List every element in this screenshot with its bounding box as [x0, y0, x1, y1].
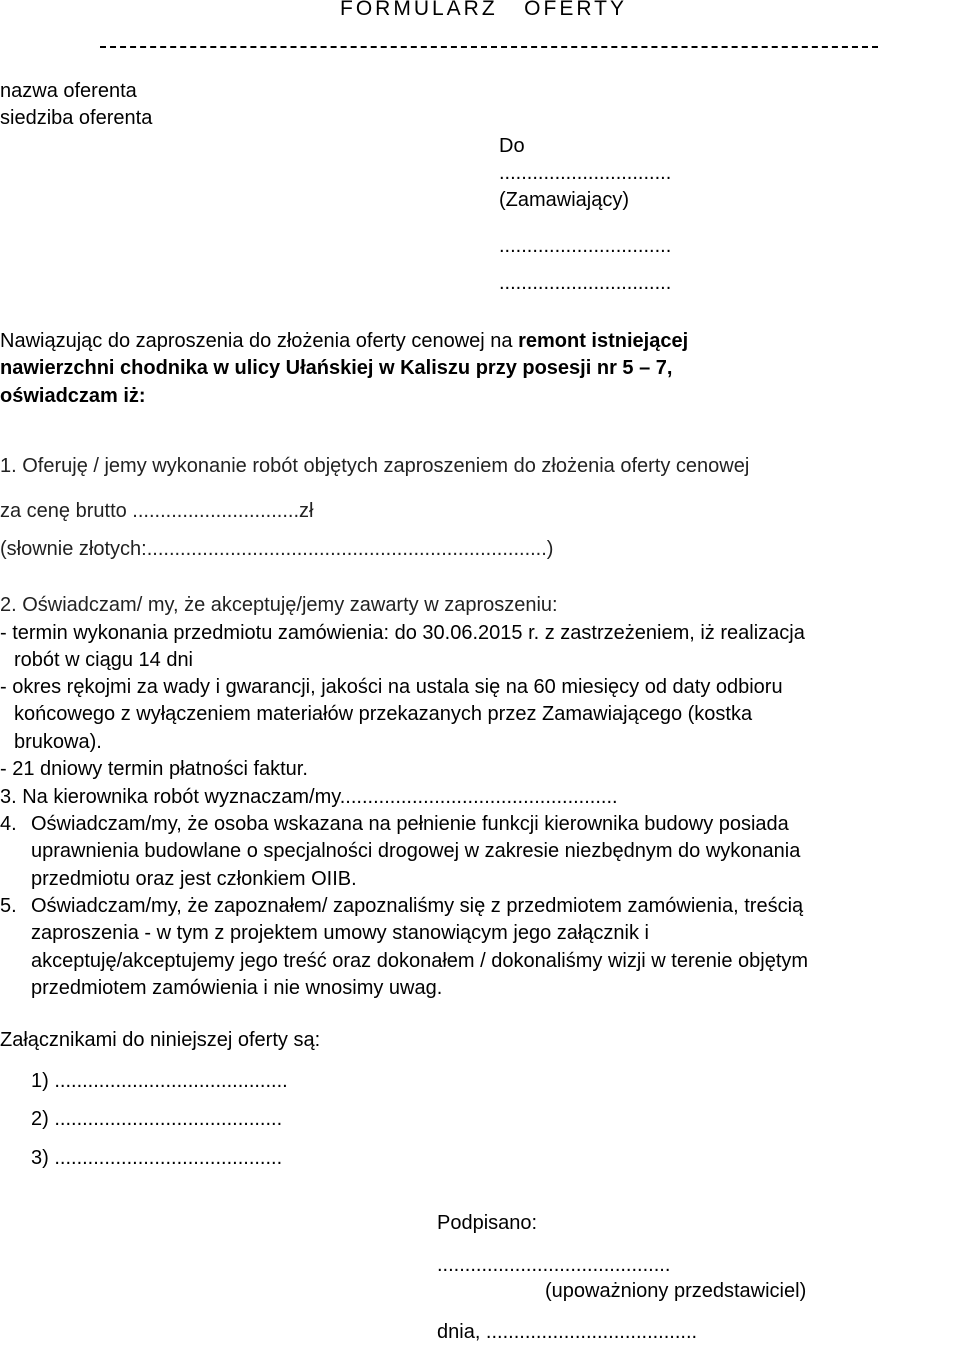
addressee-dots-line-2: ............................... — [499, 235, 672, 257]
attachment-3: 3) ......................................... — [31, 1147, 283, 1169]
item-5-line-3: akceptuję/akceptujemy jego treść oraz dokonałem / dokonaliśmy wizji w terenie objętym — [31, 950, 809, 972]
item-2-payment: - 21 dniowy termin płatności faktur. — [0, 758, 308, 780]
attachment-2: 2) ......................................... — [31, 1108, 283, 1130]
item-2-term-duration: robót w ciągu 14 dni — [14, 649, 194, 671]
item-3-site-manager: 3. Na kierownika robót wyznaczam/my.................................................. — [0, 786, 618, 808]
item-2-term-line — [0, 620, 805, 647]
attachment-1: 1) .......................................... — [31, 1070, 288, 1092]
item-2-term-date: - termin wykonania przedmiotu zamówienia: do 30.06.2015 r. — [0, 622, 540, 644]
item-4-number: 4. — [0, 813, 17, 835]
item-2-warranty-line-3: brukowa). — [14, 731, 102, 753]
intro-subject-bold-2: nawierzchni chodnika w ulicy Ułańskiej w Kaliszu przy posesji nr 5 – 7, — [0, 357, 673, 379]
addressee-dots-line-3: ............................... — [499, 272, 672, 294]
addressee-to: Do — [499, 135, 525, 157]
addressee-role: (Zamawiający) — [499, 189, 630, 211]
intro-text: Nawiązując do zaproszenia do złożenia oferty cenowej na — [0, 330, 519, 352]
addressee-dots-line-1: ............................... — [499, 162, 672, 184]
item-4-line-3: przedmiotu oraz jest członkiem OIIB. — [31, 868, 357, 890]
attachments-heading: Załącznikami do niniejszej oferty są: — [0, 1029, 321, 1051]
item-5-line-1: Oświadczam/my, że zapoznałem/ zapoznaliśmy się z przedmiotem zamówienia, treścią — [31, 895, 804, 917]
item-5-line-2: zaproszenia - w tym z projektem umowy stanowiącym jego załącznik i — [31, 922, 649, 944]
item-5-line-4: przedmiotem zamówienia i nie wnosimy uwag. — [31, 977, 443, 999]
item-5-number: 5. — [0, 895, 17, 917]
form-title: FORMULARZ OFERTY — [340, 0, 627, 20]
bidder-seat-label: siedziba oferenta — [0, 107, 153, 129]
signed-label: Podpisano: — [437, 1212, 538, 1234]
item-1-offer: 1. Oferuję / jemy wykonanie robót objętych zaproszeniem do złożenia oferty cenowej — [0, 455, 750, 477]
intro-declare-bold: oświadczam iż: — [0, 385, 146, 407]
signature-dots: .......................................... — [437, 1254, 671, 1276]
bidder-name-label: nazwa oferenta — [0, 80, 137, 102]
item-1-price-words: (słownie złotych:........................................................................) — [0, 538, 554, 560]
item-2-term-reservation: z zastrzeżeniem, iż realizacja — [539, 622, 805, 644]
item-2-heading: 2. Oświadczam/ my, że akceptuję/jemy zawarty w zaproszeniu: — [0, 594, 558, 616]
intro-subject-bold-1: remont istniejącej — [518, 330, 689, 352]
item-2-warranty-line-1: - okres rękojmi za wady i gwarancji, jakości na ustala się na 60 miesięcy od daty odbioru — [0, 676, 783, 698]
item-2-warranty-line-2: końcowego z wyłączeniem materiałów przekazanych przez Zamawiającego (kostka — [14, 703, 753, 725]
item-4-line-1: Oświadczam/my, że osoba wskazana na pełnienie funkcji kierownika budowy posiada — [31, 813, 789, 835]
signature-role: (upoważniony przedstawiciel) — [545, 1280, 807, 1302]
item-4-line-2: uprawnienia budowlane o specjalności drogowej w zakresie niezbędnym do wykonania — [31, 840, 801, 862]
signature-date: dnia, ...................................... — [437, 1321, 698, 1343]
intro-line-1 — [0, 328, 688, 355]
item-1-price: za cenę brutto ..............................zł — [0, 500, 314, 522]
title-dashed-rule — [100, 46, 878, 48]
